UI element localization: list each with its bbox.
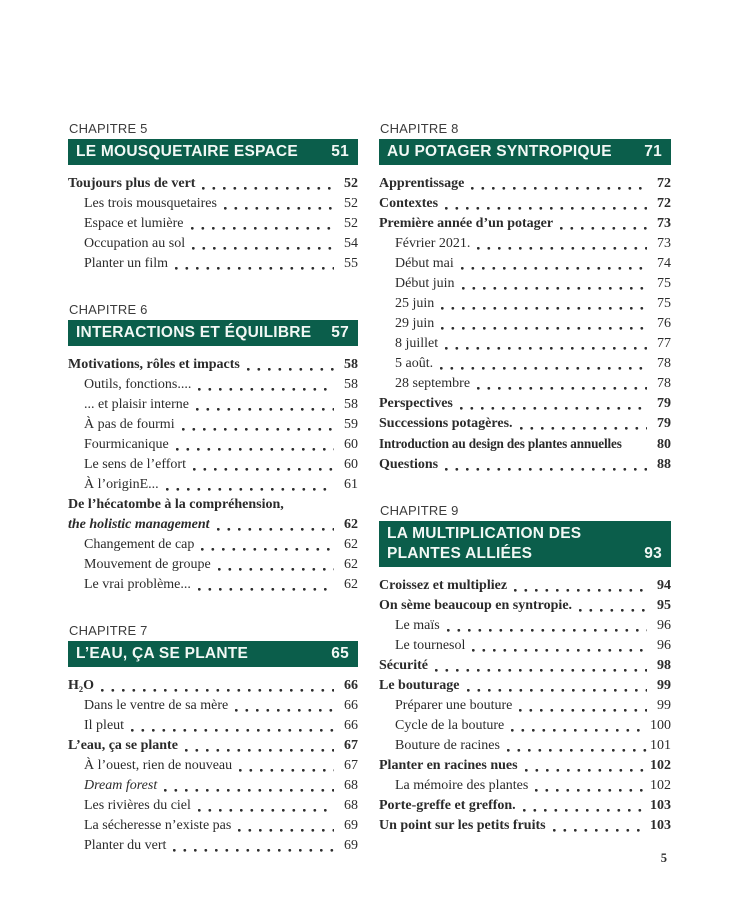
toc-entry-label: 5 août.: [395, 356, 434, 371]
dot-leader: [507, 749, 647, 752]
toc-entry-label: Le vrai problème...: [84, 577, 191, 592]
toc-entry-page: 98: [657, 658, 671, 673]
toc-entry-label: the holistic management: [68, 517, 210, 532]
toc-entry-label: 29 juin: [395, 316, 435, 331]
toc-entry-label: ... et plaisir interne: [84, 397, 189, 412]
chapter-page-number: 71: [644, 143, 662, 160]
toc-entry-label: Mouvement de groupe: [84, 557, 211, 572]
toc-entry-label: Changement de cap: [84, 537, 195, 552]
chapter-entries: [379, 174, 671, 475]
chapter-page-number: 93: [644, 545, 662, 562]
toc-entry-label: Dream forest: [84, 778, 158, 793]
toc-entry: [68, 555, 358, 575]
toc-entry: [379, 234, 671, 254]
dot-leader: [198, 388, 334, 391]
toc-entry-page: 62: [344, 537, 358, 552]
toc-entry-label: 8 juillet: [395, 336, 439, 351]
toc-entry-page: 60: [344, 437, 358, 452]
chapter-block: [68, 302, 358, 595]
toc-entry-label: Occupation au sol: [84, 236, 186, 251]
chapter-label: CHAPITRE 9: [380, 503, 459, 518]
toc-entry-page: 75: [657, 296, 671, 311]
toc-entry: [379, 194, 671, 214]
toc-entry-label: Cycle de la bouture: [395, 718, 505, 733]
toc-entry-label: Motivations, rôles et impacts: [68, 357, 240, 372]
toc-entry: [68, 575, 358, 595]
toc-columns: [68, 121, 671, 856]
toc-entry-page: 80: [657, 437, 671, 452]
toc-entry: [379, 354, 671, 374]
chapter-label: CHAPITRE 7: [69, 623, 148, 638]
toc-entry: [379, 174, 671, 194]
toc-entry: [68, 756, 358, 776]
toc-entry: [68, 816, 358, 836]
chapter-title: INTERACTIONS ET ÉQUILIBRE: [76, 324, 312, 341]
dot-leader: [239, 769, 334, 772]
toc-column-right: [379, 121, 671, 856]
chapter-title: LE MOUSQUETAIRE ESPACE: [76, 143, 298, 160]
chapter-label: CHAPITRE 6: [69, 302, 148, 317]
toc-entry: [68, 515, 358, 535]
toc-entry: [68, 214, 358, 234]
dot-leader: [182, 428, 334, 431]
dot-leader: [477, 387, 647, 390]
toc-entry-page: 96: [657, 618, 671, 633]
dot-leader: [202, 187, 334, 190]
toc-entry-label: Porte-greffe et greffon.: [379, 798, 516, 813]
toc-entry: [68, 776, 358, 796]
dot-leader: [511, 729, 647, 732]
toc-entry-page: 73: [657, 216, 671, 231]
toc-entry: [379, 636, 671, 656]
dot-leader: [441, 327, 647, 330]
toc-entry: [379, 616, 671, 636]
toc-entry-page: 76: [657, 316, 671, 331]
toc-entry-page: 66: [344, 678, 358, 693]
toc-entry-page: 103: [650, 798, 671, 813]
chapter-header-bar: [68, 641, 358, 667]
toc-entry-page: 69: [344, 838, 358, 853]
toc-entry-page: 52: [344, 176, 358, 191]
toc-entry: [379, 274, 671, 294]
toc-entry-page: 74: [657, 256, 671, 271]
toc-entry: [68, 836, 358, 856]
toc-entry-label: On sème beaucoup en syntropie.: [379, 598, 573, 613]
toc-entry-page: 68: [344, 778, 358, 793]
toc-entry-label: Toujours plus de vert: [68, 176, 196, 191]
dot-leader: [477, 247, 647, 250]
chapter-page-number: 51: [331, 143, 349, 160]
toc-entry: [68, 355, 358, 375]
chapter-title: L’EAU, ÇA SE PLANTE: [76, 645, 249, 662]
chapter-label: CHAPITRE 8: [380, 121, 459, 136]
toc-entry: [68, 716, 358, 736]
dot-leader: [192, 247, 334, 250]
toc-entry-label: Dans le ventre de sa mère: [84, 698, 229, 713]
toc-entry: [68, 395, 358, 415]
toc-entry-label: Contextes: [379, 196, 439, 211]
chapter-page-number: 65: [331, 645, 349, 662]
toc-entry-label: Le maïs: [395, 618, 440, 633]
toc-entry-page: 102: [650, 758, 671, 773]
toc-entry-label: Il pleut: [84, 718, 125, 733]
toc-entry: [68, 736, 358, 756]
dot-leader: [472, 649, 647, 652]
dot-leader: [440, 367, 647, 370]
page-number: 5: [660, 851, 667, 865]
dot-leader: [185, 749, 334, 752]
toc-entry-label: Croissez et multipliez: [379, 578, 508, 593]
toc-entry-page: 58: [344, 357, 358, 372]
toc-entry-page: 55: [344, 256, 358, 271]
toc-entry-page: 78: [657, 356, 671, 371]
dot-leader: [519, 709, 647, 712]
dot-leader: [238, 829, 334, 832]
toc-entry-page: 78: [657, 376, 671, 391]
toc-entry-label: À pas de fourmi: [84, 417, 175, 432]
dot-leader: [560, 227, 647, 230]
toc-entry: [379, 455, 671, 475]
chapter-header-bar: [379, 139, 671, 165]
toc-entry-label: Outils, fonctions....: [84, 377, 192, 392]
toc-entry-label: Fourmicanique: [84, 437, 169, 452]
chapter-entries: [68, 355, 358, 595]
toc-entry: [68, 495, 358, 515]
chapter-header-bar: [68, 139, 358, 165]
toc-entry: [379, 434, 671, 455]
toc-entry-page: 99: [657, 698, 671, 713]
toc-entry: [379, 374, 671, 394]
toc-entry-label: H₂O: [68, 678, 94, 693]
toc-entry: [379, 696, 671, 716]
toc-entry-label: Successions potagères.: [379, 416, 513, 431]
toc-entry-label: Introduction au design des plantes annuelles: [379, 436, 622, 451]
toc-entry-label: Début mai: [395, 256, 454, 271]
dot-leader: [471, 187, 647, 190]
dot-leader: [101, 689, 334, 692]
dot-leader: [217, 528, 334, 531]
dot-leader: [166, 488, 334, 491]
toc-entry: [379, 314, 671, 334]
dot-leader: [523, 809, 647, 812]
toc-entry-label: 25 juin: [395, 296, 435, 311]
toc-entry: [68, 174, 358, 194]
toc-entry-label: À l’originE...: [84, 477, 159, 492]
toc-entry: [379, 254, 671, 274]
toc-entry-page: 60: [344, 457, 358, 472]
toc-entry-page: 94: [657, 578, 671, 593]
toc-entry: [68, 676, 358, 696]
toc-entry: [68, 194, 358, 214]
toc-entry-page: 102: [650, 778, 671, 793]
chapter-title: LA MULTIPLICATION DES PLANTES ALLIÉES: [387, 525, 582, 562]
toc-entry: [379, 294, 671, 314]
dot-leader: [461, 267, 647, 270]
toc-entry: [379, 676, 671, 696]
toc-entry-label: Les rivières du ciel: [84, 798, 191, 813]
dot-leader: [235, 709, 334, 712]
toc-entry-page: 66: [344, 698, 358, 713]
toc-entry-label: La sécheresse n’existe pas: [84, 818, 232, 833]
toc-entry-label: Les trois mousquetaires: [84, 196, 217, 211]
dot-leader: [218, 568, 334, 571]
toc-entry: [379, 214, 671, 234]
dot-leader: [131, 729, 334, 732]
toc-entry-label: 28 septembre: [395, 376, 471, 391]
toc-entry-label: Planter du vert: [84, 838, 167, 853]
dot-leader: [445, 207, 647, 210]
toc-entry-page: 101: [650, 738, 671, 753]
dot-leader: [460, 407, 647, 410]
dot-leader: [175, 267, 334, 270]
toc-entry-label: Début juin: [395, 276, 455, 291]
toc-entry-page: 58: [344, 397, 358, 412]
dot-leader: [176, 448, 334, 451]
toc-entry: [379, 656, 671, 676]
toc-entry: [379, 596, 671, 616]
toc-entry: [379, 394, 671, 414]
dot-leader: [193, 468, 334, 471]
toc-entry-page: 79: [657, 396, 671, 411]
toc-entry: [379, 334, 671, 354]
chapter-header-bar: [68, 320, 358, 346]
toc-entry-page: 73: [657, 236, 671, 251]
toc-entry-label: Première année d’un potager: [379, 216, 554, 231]
dot-leader: [525, 769, 647, 772]
toc-entry-page: 72: [657, 196, 671, 211]
chapter-label: CHAPITRE 5: [69, 121, 148, 136]
toc-entry: [68, 475, 358, 495]
toc-entry-label: Bouture de racines: [395, 738, 500, 753]
chapter-block: [68, 623, 358, 856]
dot-leader: [196, 408, 334, 411]
toc-entry-page: 66: [344, 718, 358, 733]
dot-leader: [467, 689, 648, 692]
dot-leader: [553, 829, 647, 832]
chapter-entries: [68, 174, 358, 274]
dot-leader: [624, 448, 648, 451]
toc-entry-page: 67: [344, 758, 358, 773]
toc-entry-page: 75: [657, 276, 671, 291]
dot-leader: [164, 789, 334, 792]
toc-entry-page: 88: [657, 457, 671, 472]
toc-entry-label: Préparer une bouture: [395, 698, 513, 713]
toc-entry-label: L’eau, ça se plante: [68, 738, 178, 753]
toc-entry-page: 61: [344, 477, 358, 492]
toc-entry: [379, 816, 671, 836]
dot-leader: [441, 307, 647, 310]
dot-leader: [198, 588, 334, 591]
toc-entry-page: 52: [344, 216, 358, 231]
toc-entry: [379, 776, 671, 796]
toc-entry-label: Planter un film: [84, 256, 168, 271]
chapter-entries: [68, 676, 358, 856]
dot-leader: [514, 589, 647, 592]
toc-entry-label: Espace et lumière: [84, 216, 184, 231]
toc-entry-label: Le tournesol: [395, 638, 466, 653]
toc-entry-page: 79: [657, 416, 671, 431]
dot-leader: [445, 347, 647, 350]
toc-entry: [68, 375, 358, 395]
dot-leader: [535, 789, 647, 792]
dot-leader: [201, 548, 334, 551]
toc-entry-page: 59: [344, 417, 358, 432]
toc-entry: [68, 254, 358, 274]
dot-leader: [435, 669, 647, 672]
toc-entry: [68, 415, 358, 435]
dot-leader: [247, 368, 334, 371]
chapter-block: [379, 503, 671, 836]
toc-entry-page: 77: [657, 336, 671, 351]
toc-entry-page: 58: [344, 377, 358, 392]
toc-entry-page: 54: [344, 236, 358, 251]
toc-entry-page: 62: [344, 517, 358, 532]
chapter-title: AU POTAGER SYNTROPIQUE: [387, 143, 612, 160]
toc-entry: [379, 796, 671, 816]
toc-entry-page: 52: [344, 196, 358, 211]
dot-leader: [224, 207, 334, 210]
chapter-header-bar: [379, 521, 671, 567]
toc-entry-page: 100: [650, 718, 671, 733]
toc-entry: [68, 435, 358, 455]
toc-entry-label: Apprentissage: [379, 176, 465, 191]
toc-entry-page: 69: [344, 818, 358, 833]
dot-leader: [445, 468, 647, 471]
toc-entry-page: 62: [344, 557, 358, 572]
chapter-page-number: 57: [331, 324, 349, 341]
toc-entry: [379, 716, 671, 736]
toc-entry: [379, 414, 671, 434]
toc-entry-label: La mémoire des plantes: [395, 778, 529, 793]
toc-entry-page: 95: [657, 598, 671, 613]
toc-entry: [379, 736, 671, 756]
dot-leader: [191, 227, 334, 230]
chapter-entries: [379, 576, 671, 836]
toc-entry-label: Un point sur les petits fruits: [379, 818, 546, 833]
dot-leader: [579, 609, 647, 612]
toc-entry-page: 99: [657, 678, 671, 693]
toc-entry-label: Questions: [379, 457, 439, 472]
toc-entry-page: 96: [657, 638, 671, 653]
dot-leader: [520, 427, 647, 430]
toc-entry: [68, 535, 358, 555]
toc-entry: [68, 796, 358, 816]
toc-entry-label: Planter en racines nues: [379, 758, 518, 773]
toc-entry-page: 72: [657, 176, 671, 191]
toc-entry: [68, 455, 358, 475]
toc-entry: [379, 576, 671, 596]
toc-entry-label: Sécurité: [379, 658, 428, 673]
toc-entry-page: 103: [650, 818, 671, 833]
toc-entry-label: Perspectives: [379, 396, 453, 411]
toc-entry-label: Le bouturage: [379, 678, 460, 693]
toc-entry-label: Le sens de l’effort: [84, 457, 186, 472]
toc-entry-page: 67: [344, 738, 358, 753]
toc-entry-label: De l’hécatombe à la compréhension,: [68, 497, 284, 512]
chapter-block: [68, 121, 358, 274]
toc-entry: [68, 696, 358, 716]
toc-entry-label: À l’ouest, rien de nouveau: [84, 758, 233, 773]
toc-entry-page: 68: [344, 798, 358, 813]
toc-entry: [68, 234, 358, 254]
dot-leader: [198, 809, 334, 812]
toc-entry: [379, 756, 671, 776]
toc-column-left: [68, 121, 358, 856]
dot-leader: [462, 287, 648, 290]
toc-entry-label: Février 2021.: [395, 236, 471, 251]
dot-leader: [173, 849, 334, 852]
chapter-block: [379, 121, 671, 475]
toc-entry-page: 62: [344, 577, 358, 592]
dot-leader: [447, 629, 647, 632]
